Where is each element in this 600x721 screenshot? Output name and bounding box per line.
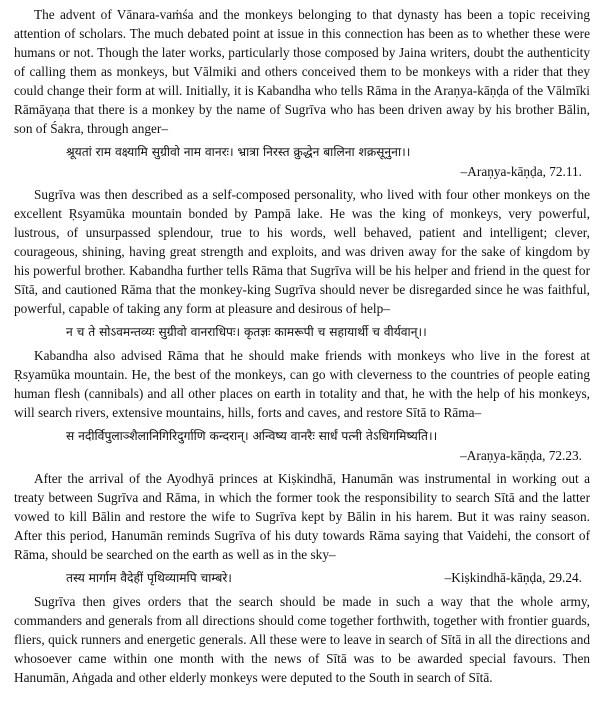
paragraph-kabandha-advice: Kabandha also advised Rāma that he should make friends with monkeys who live in the forest at Ṛsyamūka mountain. He, the best of the monkeys, can go with cleverness to the countries of people eating human flesh (cannibals) and all other places on earth in totality and that, he with the help of his monkeys, will search rivers, extensive mountains, hills, forts and caves, and restore Sītā to Rāma– — [14, 348, 590, 420]
paragraph-search-orders: Sugrīva then gives orders that the search should be made in such a way that the whole army, commanders and generals from all directions should come together forthwith, together with frontier guards, fliers, quick runners and energetic generals. All these were to leave in search of Sītā in all the directions and whosoever came within one month with the news of Sītā was to be awarded special favours. Then Hanumān, Aṅgada and other elderly monkeys were deputed to the South in search of Sītā. — [14, 594, 590, 685]
sanskrit-verse-4: तस्य मार्गाम वैदेहीं पृथिव्यामपि चाम्बरे। — [66, 571, 232, 585]
sanskrit-verse-1: श्रूयतां राम वक्ष्यामि सुग्रीवो नाम वानरः। भ्रात्रा निरस्त क्रुद्धेन बालिना शक्रसूनुना।। — [66, 145, 411, 159]
verse-row-4 — [14, 568, 590, 588]
verse-reference-1: –Araṇya-kāṇḍa, 72.11. — [460, 164, 582, 179]
verse-reference-3: –Araṇya-kāṇḍa, 72.23. — [460, 448, 582, 463]
verse-reference-4: –Kiṣkindhā-kāṇḍa, 29.24. — [444, 570, 582, 585]
paragraph-vanara-vamsa: The advent of Vānara-vaṁśa and the monkeys belonging to that dynasty has been a topic receiving attention of scholars. The much debated point at issue in this connection has been as to whether these were humans or not. Though the later works, particularly those composed by Jaina writers, doubt the authenticity of calling them as monkeys, but Vālmiki and others conceived them to be monkeys with a rider that they could change their form at will. Initially, it is Kabandha who tells Rāma in the Araṇya-kāṇḍa of the Vālmīki Rāmāyaṇa that there is a monkey by the name of Sugrīva who has been driven away by his brother Bālin, son of Śakra, through anger– — [14, 7, 590, 136]
paragraph-treaty: After the arrival of the Ayodhyā princes at Kiṣkindhā, Hanumān was instrumental in working out a treaty between Sugrīva and Rāma, in which the former took the responsibility to search Sītā and the latter vowed to kill Bālin and restore the wife to Sugrīva kept by Bālin in his harem. But it was rainy season. After this period, Hanumān reminds Sugrīva of his duty towards Rāma saying that Vaidehi, the consort of Rāma, should be searched on the earth as well as in the sky– — [14, 471, 590, 562]
sanskrit-verse-2: न च ते सोऽवमन्तव्यः सुग्रीवो वानराधिपः। कृतज्ञः कामरूपी च सहायार्थी च वीर्यवान्।। — [66, 325, 427, 339]
paragraph-sugriva-description: Sugrīva was then described as a self-composed personality, who lived with four other monkeys on the excellent Ṛsyamūka mountain bonded by Pampā lake. He was the king of monkeys, very powerful, lustrous, of unsurpassed splendour, true to his words, well behaved, patient and intelligent; clever, courageous, shining, having great strength and exploits, and was driven away for the sake of kingdom by his powerful brother. Kabandha further tells Rāma that Sugrīva will be his helper and friend in the quest for Sītā, and cautioned Rāma that the monkey-king Sugrīva should never be disregarded since he was faithful, powerful, capable of taking any form at pleasure and desirous of help– — [14, 187, 590, 316]
sanskrit-verse-3: स नदीर्विपुलाञ्शैलानिगिरिदुर्गाणि कन्दरान्। अन्विष्य वानरैः सार्धं पत्नी तेऽधिगमिष्यति।। — [66, 429, 438, 443]
